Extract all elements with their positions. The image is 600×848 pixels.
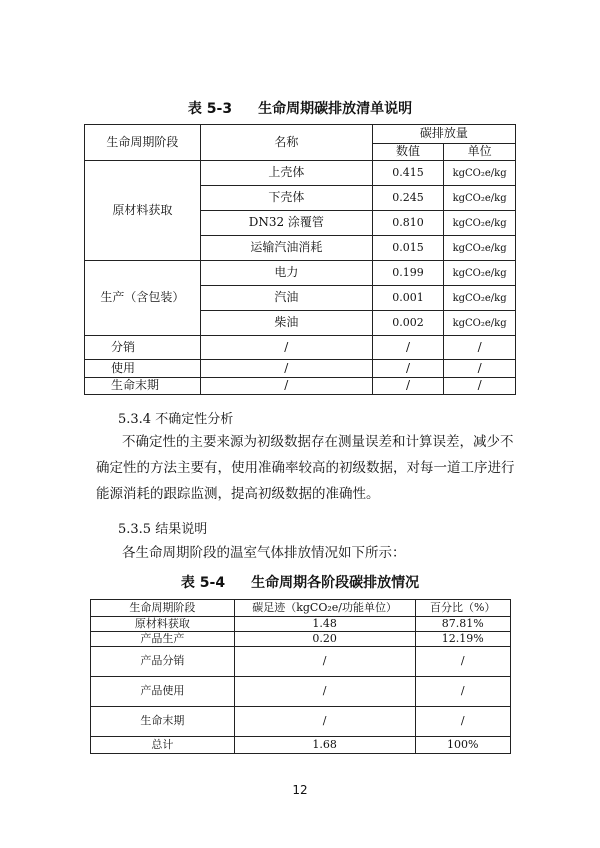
- item-value: 0.015: [372, 236, 443, 261]
- item-name: 柴油: [200, 311, 372, 336]
- item-name: /: [200, 336, 372, 360]
- footprint-cell: 1.48: [234, 617, 415, 632]
- stage-cell: 产品生产: [91, 632, 235, 647]
- table1-caption-title: 生命周期碳排放清单说明: [258, 101, 413, 117]
- section-heading-results: 5.3.5 结果说明: [118, 522, 208, 537]
- header-emission: 碳排放量: [372, 125, 515, 144]
- stage-cell: 生命末期: [91, 707, 235, 737]
- stage-emission-table: [90, 599, 511, 754]
- header-name: 名称: [200, 125, 372, 161]
- item-name: 电力: [200, 261, 372, 286]
- stage-cell: 使用: [85, 360, 201, 378]
- item-unit: kgCO₂e/kg: [444, 286, 516, 311]
- item-value: 0.001: [372, 286, 443, 311]
- item-name: 上壳体: [200, 161, 372, 186]
- table1-caption-number: 表 5-3: [187, 101, 233, 117]
- item-unit: kgCO₂e/kg: [444, 236, 516, 261]
- header-stage: 生命周期阶段: [91, 600, 235, 617]
- footprint-cell: /: [234, 707, 415, 737]
- emission-inventory-table: [84, 124, 516, 395]
- stage-cell: 产品使用: [91, 677, 235, 707]
- stage-cell: 原材料获取: [91, 617, 235, 632]
- stage-cell: 总计: [91, 737, 235, 754]
- item-value: 0.002: [372, 311, 443, 336]
- table2-caption: [0, 572, 600, 592]
- item-value: 0.415: [372, 161, 443, 186]
- uncertainty-paragraph: 不确定性的主要来源为初级数据存在测量误差和计算误差，减少不确定性的方法主要有，使用准确率较高的初级数据，对每一道工序进行能源消耗的跟踪监测，提高初级数据的准确性。: [96, 434, 515, 502]
- table2-caption-number: 表 5-4: [180, 575, 226, 591]
- item-unit: kgCO₂e/kg: [444, 311, 516, 336]
- percent-cell: 100%: [415, 737, 511, 754]
- item-value: 0.810: [372, 211, 443, 236]
- percent-cell: /: [415, 677, 511, 707]
- item-value: /: [372, 336, 443, 360]
- item-unit: kgCO₂e/kg: [444, 186, 516, 211]
- stage-cell: 原材料获取: [85, 161, 201, 261]
- item-unit: /: [444, 336, 516, 360]
- stage-cell: 分销: [85, 336, 201, 360]
- item-value: /: [372, 360, 443, 378]
- footprint-cell: 0.20: [234, 632, 415, 647]
- footprint-cell: /: [234, 647, 415, 677]
- item-unit: /: [444, 360, 516, 378]
- footprint-cell: 1.68: [234, 737, 415, 754]
- percent-cell: /: [415, 647, 511, 677]
- table1-caption: [0, 98, 600, 118]
- percent-cell: 87.81%: [415, 617, 511, 632]
- stage-cell: 产品分销: [91, 647, 235, 677]
- item-value: 0.245: [372, 186, 443, 211]
- stage-cell: 生命末期: [85, 378, 201, 395]
- item-value: /: [372, 378, 443, 395]
- percent-cell: 12.19%: [415, 632, 511, 647]
- item-name: /: [200, 360, 372, 378]
- item-unit: kgCO₂e/kg: [444, 261, 516, 286]
- header-value: 数值: [372, 144, 443, 161]
- section-heading-uncertainty: 5.3.4 不确定性分析: [118, 412, 234, 427]
- item-value: 0.199: [372, 261, 443, 286]
- header-percent: 百分比（%）: [415, 600, 511, 617]
- percent-cell: /: [415, 707, 511, 737]
- stage-cell: 生产（含包装）: [85, 261, 201, 336]
- item-name: 下壳体: [200, 186, 372, 211]
- item-unit: /: [444, 378, 516, 395]
- footprint-cell: /: [234, 677, 415, 707]
- results-paragraph: 各生命周期阶段的温室气体排放情况如下所示：: [122, 545, 406, 561]
- item-name: DN32 涂覆管: [200, 211, 372, 236]
- page-number: 12: [292, 783, 308, 797]
- item-name: 汽油: [200, 286, 372, 311]
- table2-caption-title: 生命周期各阶段碳排放情况: [251, 575, 420, 591]
- item-name: 运输汽油消耗: [200, 236, 372, 261]
- item-name: /: [200, 378, 372, 395]
- header-unit: 单位: [444, 144, 516, 161]
- item-unit: kgCO₂e/kg: [444, 211, 516, 236]
- header-stage: 生命周期阶段: [85, 125, 201, 161]
- header-footprint: 碳足迹（kgCO₂e/功能单位）: [234, 600, 415, 617]
- item-unit: kgCO₂e/kg: [444, 161, 516, 186]
